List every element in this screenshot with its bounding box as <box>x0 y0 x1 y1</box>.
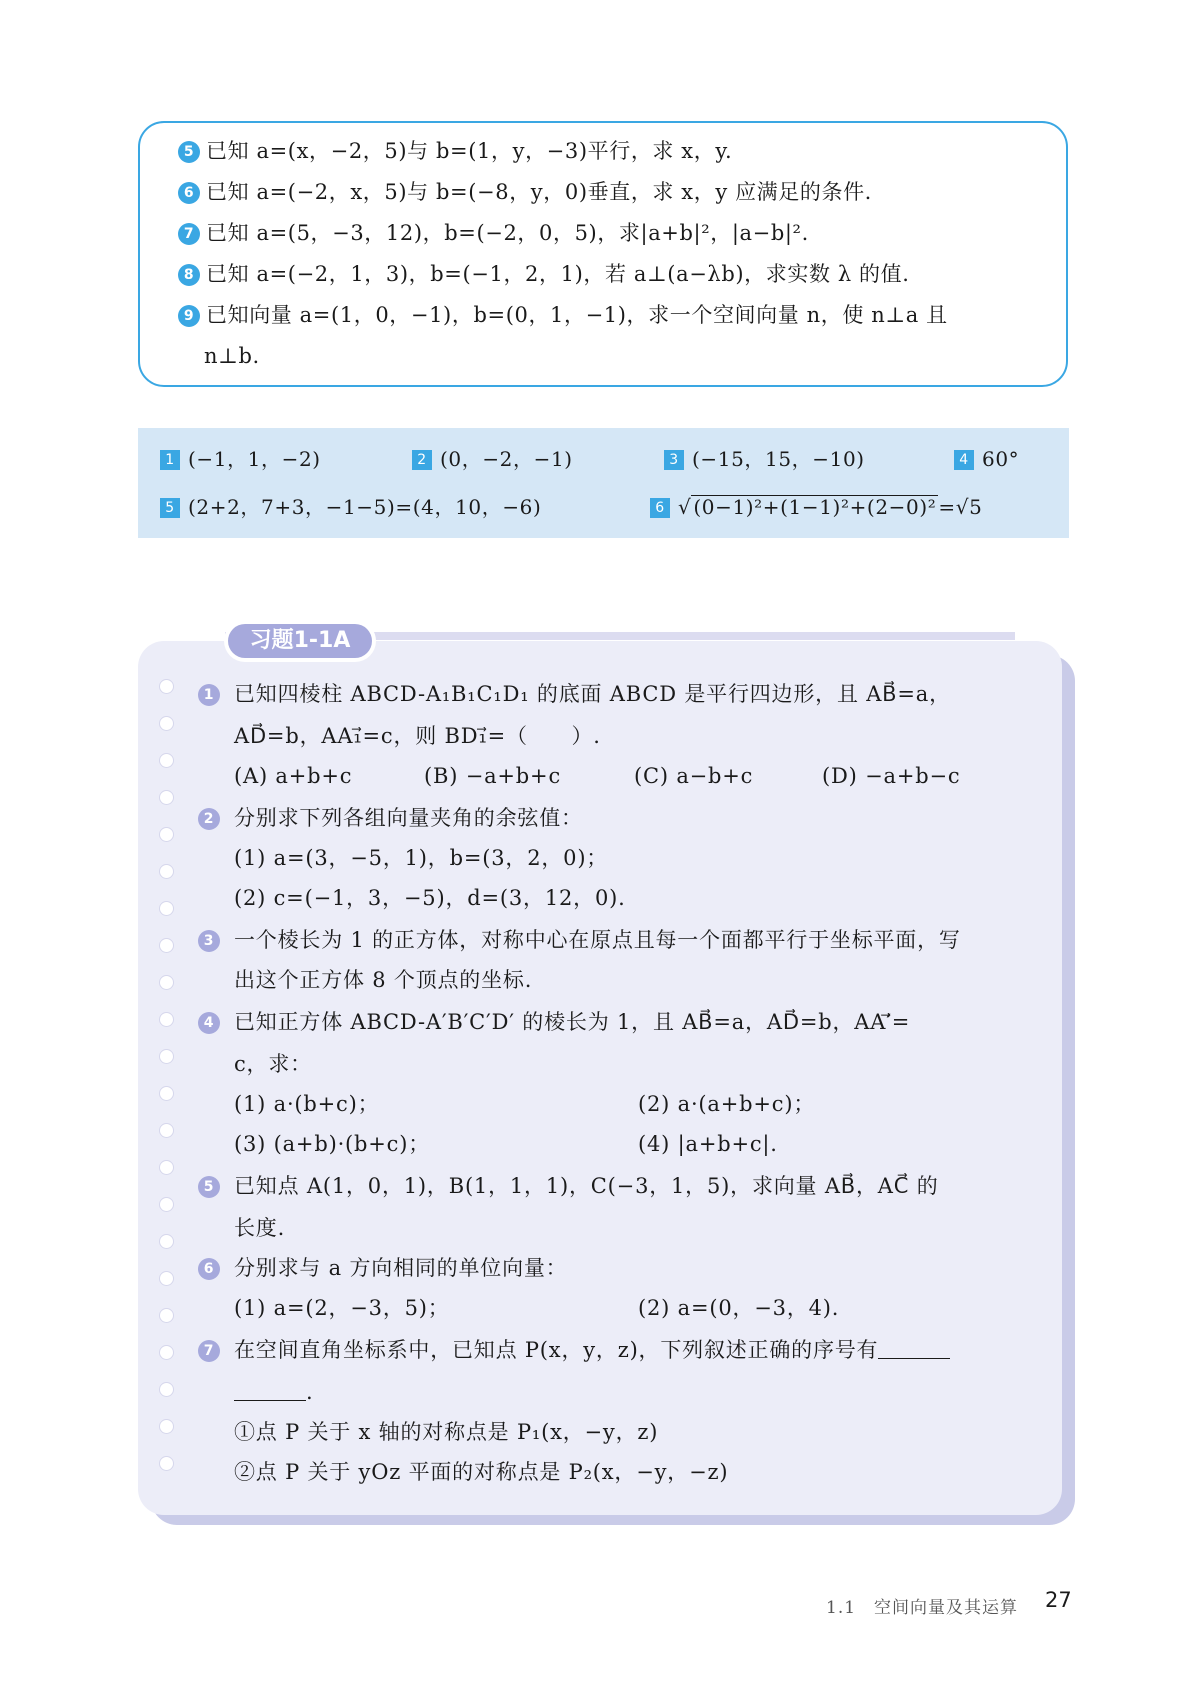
binder-hole <box>159 1049 174 1064</box>
answer-number: 2 <box>412 450 432 470</box>
problem-3 <box>198 926 961 954</box>
option-b: (B) −a+b+c <box>424 764 562 788</box>
problem-5-line2: 长度. <box>234 1216 286 1240</box>
answer-text: (2+2，7+3，−1−5)=(4，10，−6) <box>188 495 542 519</box>
problem-number: 6 <box>198 1258 220 1280</box>
problem-6-sub1: (1) a=(2，−3，5)； <box>234 1296 450 1320</box>
problem-2-sub1: (1) a=(3，−5，1)，b=(3，2，0)； <box>234 846 609 870</box>
problem-3-line2: 出这个正方体 8 个顶点的坐标. <box>234 968 533 992</box>
answer-text: 60° <box>982 447 1020 471</box>
page-number: 27 <box>1045 1588 1072 1612</box>
section-title: 1.1 空间向量及其运算 <box>826 1598 1019 1618</box>
binder-hole <box>159 753 174 768</box>
problem-4-line2: c，求： <box>234 1052 312 1076</box>
radicand: (0−1)²+(1−1)²+(2−0)² <box>693 495 937 519</box>
binder-hole <box>159 679 174 694</box>
problem-number: 3 <box>198 930 220 952</box>
answer-number: 5 <box>160 498 180 518</box>
answer-5 <box>160 494 541 520</box>
problem-7 <box>198 1336 950 1364</box>
answer-text: (0，−2，−1) <box>440 447 573 471</box>
problem-6-sub2: (2) a=(0，−3，4). <box>638 1296 840 1320</box>
option-d: (D) −a+b−c <box>822 764 961 788</box>
binder-hole <box>159 1456 174 1471</box>
sqrt-expression <box>678 494 938 520</box>
exercise-number: 6 <box>178 182 200 204</box>
binder-hole <box>159 901 174 916</box>
binder-hole <box>159 827 174 842</box>
problem-2 <box>198 804 583 832</box>
answer-blank[interactable] <box>878 1338 950 1359</box>
exercise-6 <box>178 178 872 206</box>
exercise-9-continued: n⊥b. <box>204 344 260 368</box>
exercise-7 <box>178 219 809 247</box>
exercise-number: 5 <box>178 141 200 163</box>
binder-hole <box>159 1419 174 1434</box>
problem-4-sub4: (4) |a+b+c|. <box>638 1132 778 1156</box>
binder-hole <box>159 790 174 805</box>
binder-hole <box>159 1086 174 1101</box>
binder-hole <box>159 975 174 990</box>
answer-number: 4 <box>954 450 974 470</box>
exercise-number: 7 <box>178 223 200 245</box>
problem-2-sub2: (2) c=(−1，3，−5)，d=(3，12，0). <box>234 886 626 910</box>
binder-hole <box>159 1271 174 1286</box>
exercise-text: 已知 a=(x，−2，5)与 b=(1，y，−3)平行，求 x，y. <box>206 139 733 163</box>
problem-number: 4 <box>198 1012 220 1034</box>
problem-number: 1 <box>198 684 220 706</box>
binder-hole <box>159 716 174 731</box>
problem-text: 在空间直角坐标系中，已知点 P(x，y，z)，下列叙述正确的序号有 <box>234 1338 879 1362</box>
problem-5 <box>198 1172 939 1200</box>
answer-text: (−1，1，−2) <box>188 447 321 471</box>
problem-7-line2 <box>234 1378 313 1406</box>
problem-text: 分别求与 a 方向相同的单位向量： <box>234 1256 568 1280</box>
problem-number: 5 <box>198 1176 220 1198</box>
problem-4-sub3: (3) (a+b)·(b+c)； <box>234 1132 431 1156</box>
answer-result: =√5 <box>938 495 983 519</box>
binder-hole <box>159 1160 174 1175</box>
option-a: (A) a+b+c <box>234 764 353 788</box>
exercise-8 <box>178 260 910 288</box>
problem-1 <box>198 680 951 708</box>
exercise-text: 已知 a=(−2，x，5)与 b=(−8，y，0)垂直，求 x，y 应满足的条件. <box>206 180 872 204</box>
answer-number: 6 <box>650 498 670 518</box>
answer-text: (−15，15，−10) <box>692 447 865 471</box>
radical-sign: √ <box>678 495 692 519</box>
problem-text: 已知正方体 ABCD-A′B′C′D′ 的棱长为 1，且 AB⃗=a，AD⃗=b，AA′⃗= <box>234 1010 911 1034</box>
problem-text: 一个棱长为 1 的正方体，对称中心在原点且每一个面都平行于坐标平面，写 <box>234 928 961 952</box>
answer-6 <box>650 494 982 520</box>
binder-hole <box>159 1308 174 1323</box>
answer-number: 3 <box>664 450 684 470</box>
answer-3 <box>664 446 865 472</box>
problem-number: 2 <box>198 808 220 830</box>
binder-hole <box>159 1012 174 1027</box>
problem-7-item2: ②点 P 关于 yOz 平面的对称点是 P₂(x，−y，−z) <box>234 1460 729 1484</box>
answer-number: 1 <box>160 450 180 470</box>
answer-blank-continued[interactable] <box>234 1380 306 1401</box>
exercise-text: 已知 a=(5，−3，12)，b=(−2，0，5)，求|a+b|²，|a−b|². <box>206 221 809 245</box>
problem-set-title: 习题1-1A <box>228 624 372 658</box>
exercise-number: 8 <box>178 264 200 286</box>
exercise-box <box>138 121 1068 387</box>
problem-6 <box>198 1254 567 1282</box>
exercise-5 <box>178 137 732 165</box>
answer-2 <box>412 446 573 472</box>
exercise-9 <box>178 301 948 329</box>
answer-strip <box>138 428 1069 538</box>
binder-hole <box>159 1345 174 1360</box>
problem-text: 分别求下列各组向量夹角的余弦值： <box>234 806 583 830</box>
binder-hole <box>159 864 174 879</box>
line-end: . <box>306 1380 314 1404</box>
problem-4-sub1: (1) a·(b+c)； <box>234 1092 380 1116</box>
answer-1 <box>160 446 321 472</box>
exercise-text: 已知 a=(−2，1，3)，b=(−1，2，1)，若 a⊥(a−λb)，求实数 λ 的值. <box>206 262 910 286</box>
binder-hole <box>159 1197 174 1212</box>
problem-4 <box>198 1008 910 1036</box>
problem-text: 已知四棱柱 ABCD-A₁B₁C₁D₁ 的底面 ABCD 是平行四边形，且 AB⃗=a， <box>234 682 951 706</box>
binder-hole <box>159 1382 174 1397</box>
binder-hole <box>159 1234 174 1249</box>
binder-hole <box>159 938 174 953</box>
problem-text: 已知点 A(1，0，1)，B(1，1，1)，C(−3，1，5)，求向量 AB⃗，AC⃗ 的 <box>234 1174 939 1198</box>
answer-4 <box>954 446 1019 472</box>
exercise-number: 9 <box>178 305 200 327</box>
problem-4-sub2: (2) a·(a+b+c)； <box>638 1092 816 1116</box>
problem-7-item1: ①点 P 关于 x 轴的对称点是 P₁(x，−y，z) <box>234 1420 659 1444</box>
exercise-text: 已知向量 a=(1，0，−1)，b=(0，1，−1)，求一个空间向量 n，使 n⊥a 且 <box>206 303 948 327</box>
option-c: (C) a−b+c <box>634 764 754 788</box>
problem-number: 7 <box>198 1340 220 1362</box>
binder-hole <box>159 1123 174 1138</box>
problem-1-line2: AD⃗=b，AA₁⃗=c，则 BD₁⃗=（ ）. <box>234 724 601 748</box>
